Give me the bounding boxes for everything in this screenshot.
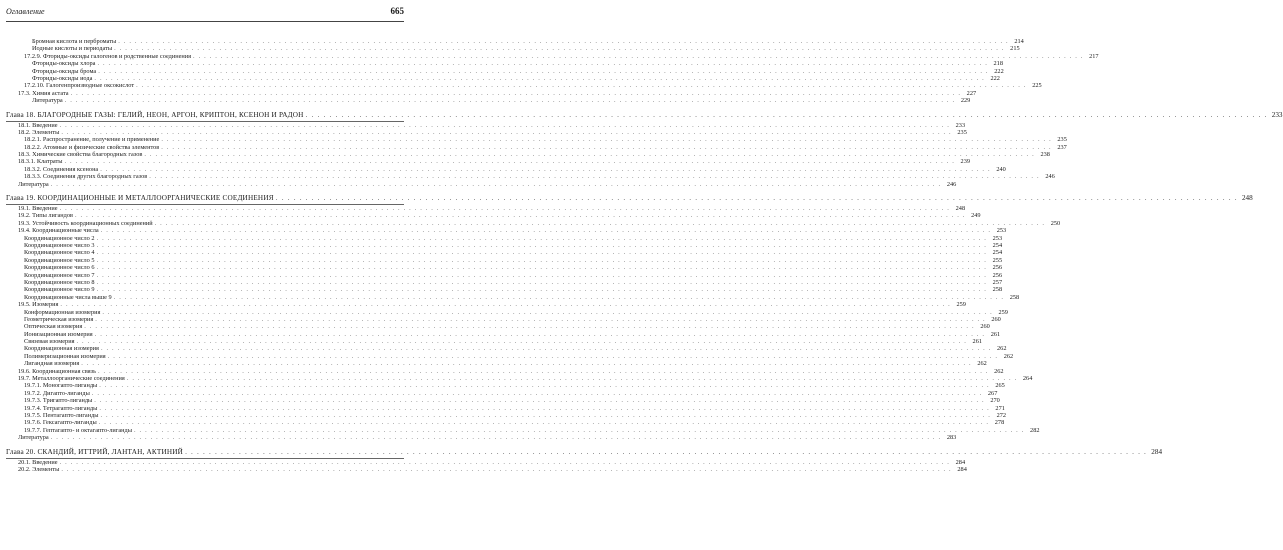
toc-entry [6, 52, 1099, 60]
toc-entry-page: 254 [992, 241, 1003, 249]
toc-entry-title: Глава 19. КООРДИНАЦИОННЫЕ И МЕТАЛЛООРГАНИЧЕСКИЕ СОЕДИНЕНИЯ [6, 194, 274, 203]
dot-leader [155, 220, 1046, 227]
toc-entry-title: Координационное число 6 [24, 264, 95, 272]
toc-entry-title: Полимеризационная изомерия [24, 352, 106, 360]
toc-entry-page: 253 [992, 234, 1003, 242]
toc-entry [6, 136, 1067, 144]
dot-leader [97, 272, 988, 279]
dot-leader [95, 316, 986, 323]
toc-entry-title: 19.2. Типы лигандов [18, 212, 73, 220]
toc-entry [6, 158, 970, 166]
toc-entry [6, 434, 957, 442]
toc-entry [6, 404, 1005, 412]
toc-entry-page: 262 [994, 367, 1004, 375]
toc-entry-title: 18.1. Введение [18, 121, 58, 129]
toc-entry-title: 17.2.10. Галогенпроизводные оксокислот [24, 82, 135, 90]
dot-leader [114, 45, 1005, 52]
dot-leader [161, 136, 1052, 143]
toc-entry-page: 235 [957, 128, 967, 136]
toc-entry-page: 214 [1014, 38, 1024, 45]
dot-leader [76, 338, 967, 345]
toc-entry-title: Фториды-оксиды брома [32, 67, 97, 75]
toc-entry-title: 19.7.7. Гептагапто- и октагапто-лиганды [24, 426, 132, 434]
dot-leader [84, 323, 975, 330]
toc-entry [6, 89, 977, 97]
toc-entry-page: 284 [1151, 447, 1163, 456]
toc-entry-title: Координационное число 4 [24, 249, 95, 257]
dot-leader [94, 75, 985, 82]
toc-entry-page: 255 [992, 256, 1003, 264]
header-section-title: Оглавление [6, 7, 45, 16]
dot-leader [185, 447, 1147, 457]
dot-leader [101, 345, 992, 352]
dot-leader [97, 249, 988, 256]
toc-entry-title: 18.3.2. Соединения ксенона [24, 165, 99, 173]
toc-entry-page: 249 [971, 212, 981, 220]
toc-entry [6, 151, 1050, 159]
toc-entry-title: 18.2.1. Распространение, получение и применение [24, 136, 160, 144]
toc-entry [6, 315, 1001, 323]
toc-entry [6, 411, 1007, 419]
toc-entry [6, 382, 1005, 390]
toc-entry-title: 18.3. Химические свойства благородных газов [18, 151, 143, 159]
toc-entry-page: 227 [966, 89, 977, 97]
dot-leader [61, 466, 952, 473]
toc-entry-title: Координационное число 7 [24, 271, 95, 279]
toc-entry-page: 233 [955, 121, 966, 129]
toc-entry-page: 258 [1009, 293, 1020, 301]
toc-entry-page: 267 [987, 389, 998, 397]
toc-entry-page: 260 [991, 315, 1001, 323]
toc-entry-page: 260 [980, 323, 990, 331]
toc-entry [6, 367, 1004, 375]
toc-entry [6, 301, 966, 309]
toc-entry [6, 338, 982, 346]
dot-leader [100, 166, 991, 173]
toc-entry-title: Координационное число 9 [24, 286, 95, 294]
toc-entry-page: 233 [1271, 110, 1283, 119]
toc-entry [6, 212, 981, 220]
toc-entry-page: 265 [995, 382, 1005, 390]
toc-entry-title: 19.3. Устойчивость координационных соединений [18, 219, 153, 227]
dot-leader [99, 405, 990, 412]
toc-entry-page: 262 [997, 345, 1007, 353]
toc-entry-title: 18.3.1. Клатраты [18, 158, 63, 166]
dot-leader [118, 38, 1009, 45]
toc-entry-title: Литература [18, 434, 49, 442]
dot-leader [97, 279, 988, 286]
toc-entry-page: 225 [1032, 82, 1042, 90]
toc-entry [6, 241, 1003, 249]
toc-entry [6, 375, 1033, 383]
toc-entry-title: Оптическая изомерия [24, 323, 83, 331]
dot-leader [97, 264, 988, 271]
toc-entry-page: 270 [990, 397, 1000, 405]
toc-entry-page: 264 [1022, 375, 1033, 383]
toc-entry [6, 234, 1003, 242]
toc-entry-page: 284 [955, 458, 966, 466]
toc-entry-title: Глава 18. БЛАГОРОДНЫЕ ГАЗЫ: ГЕЛИЙ, НЕОН, АРГОН, КРИПТОН, КСЕНОН И РАДОН [6, 110, 304, 119]
toc-entry-title: 19.5. Изомерия [18, 301, 59, 309]
toc-entry-title: Координационное число 3 [24, 241, 95, 249]
toc-entry [6, 97, 971, 105]
dot-leader [51, 181, 942, 188]
toc-entry [6, 143, 1067, 151]
toc-entry [6, 389, 998, 397]
dot-leader [97, 242, 988, 249]
toc-entry-page: 215 [1010, 45, 1020, 53]
toc-entry-title: 19.7.5. Пентагапто-лиганды [24, 411, 99, 419]
dot-leader [97, 257, 988, 264]
toc-entry-page: 238 [1040, 151, 1050, 159]
toc-entry [6, 60, 1003, 68]
dot-leader [108, 353, 999, 360]
toc-entry-title: Координационная изомерия [24, 345, 99, 353]
dot-leader [193, 53, 1084, 60]
toc-entry [6, 352, 1014, 360]
toc-entry-page: 240 [996, 165, 1006, 173]
toc-entry-title: Фториды-оксиды хлора [32, 60, 96, 68]
toc-entry-page: 253 [996, 227, 1007, 235]
toc-entry [6, 227, 1007, 235]
toc-entry-page: 248 [955, 205, 966, 213]
toc-entry-title: Координационное число 5 [24, 256, 95, 264]
toc-entry-title: Связевая изомерия [24, 338, 75, 346]
toc-entry-title: 18.3.3. Соединения других благородных газов [24, 173, 148, 181]
toc-entry-title: Литература [32, 97, 63, 105]
dot-leader [134, 427, 1025, 434]
toc-entry-title: Координационные числа выше 9 [24, 293, 112, 301]
dot-leader [95, 331, 986, 338]
dot-leader [161, 144, 1052, 151]
toc-entry [6, 264, 1003, 272]
toc-entry-title: 19.7.6. Гексагапто-лиганды [24, 419, 97, 427]
toc-entry-page: 283 [946, 434, 957, 442]
toc-entry [6, 323, 990, 331]
toc-entry-title: Геометрическая изомерия [24, 315, 94, 323]
toc-entry [6, 38, 1024, 45]
toc-entry-title: Литература [18, 180, 49, 188]
dot-leader [64, 158, 955, 165]
toc-entry-title: Конформационная изомерия [24, 308, 101, 316]
toc-entry-title: 19.7.1. Моногапто-лиганды [24, 382, 98, 390]
toc-entry-title: Координационное число 8 [24, 278, 95, 286]
toc-entry [6, 74, 1000, 82]
dot-leader [114, 294, 1005, 301]
toc-entry-page: 284 [957, 465, 967, 473]
dot-leader [75, 212, 966, 219]
toc-entry-page: 239 [960, 158, 970, 166]
toc-entry-page: 237 [1057, 143, 1067, 151]
dot-leader [99, 382, 990, 389]
toc-entry [6, 271, 1003, 279]
toc-entry-title: 18.2. Элементы [18, 128, 60, 136]
toc-entry-page: 262 [1003, 352, 1014, 360]
dot-leader [306, 110, 1268, 120]
toc-entry [6, 173, 1055, 181]
toc-entry [6, 205, 966, 213]
toc-entry-title: 19.6. Координационная связь [18, 367, 96, 375]
toc-entry [6, 419, 1005, 427]
toc-entry-page: 259 [998, 308, 1008, 316]
toc-entry-title: 17.3. Химия астата [18, 89, 69, 97]
toc-entry [6, 426, 1040, 434]
toc-entry [6, 278, 1003, 286]
toc-entry-title: Фториды-оксиды иода [32, 74, 93, 82]
toc-entry-page: 246 [1045, 173, 1055, 181]
toc-entry [6, 345, 1007, 353]
toc-entry-page: 246 [946, 180, 957, 188]
toc-entry [6, 82, 1042, 90]
toc-chapter-heading [6, 193, 1253, 205]
dot-leader [276, 193, 1238, 203]
toc-entry [6, 256, 1003, 264]
dot-leader [97, 60, 988, 67]
dot-leader [61, 129, 952, 136]
dot-leader [136, 82, 1027, 89]
dot-leader [65, 97, 956, 104]
toc-entry-title: 19.7. Металлоорганические соединения [18, 375, 125, 383]
running-header [6, 5, 404, 22]
toc-entry-title: Ионизационная изомерия [24, 330, 93, 338]
toc-entry-title: 19.1. Введение [18, 205, 58, 213]
dot-leader [98, 68, 989, 75]
dot-leader [98, 368, 989, 375]
toc-entry [6, 128, 967, 136]
dot-leader [97, 235, 988, 242]
toc-entry-title: Бромная кислота и перброматы [32, 38, 117, 45]
toc-entry [6, 293, 1020, 301]
toc-entry-title: 17.2.9. Фториды-оксиды галогенов и родственные соединения [24, 52, 192, 60]
toc-entry [6, 249, 1003, 257]
toc-entry [6, 465, 967, 473]
dot-leader [127, 375, 1018, 382]
dot-leader [101, 227, 992, 234]
toc-entry-page: 217 [1089, 52, 1099, 60]
toc-entry-title: Лигандная изомерия [24, 360, 80, 368]
toc-entry-page: 254 [992, 249, 1003, 257]
toc-entry-title: 19.7.3. Тригапто-лиганды [24, 397, 93, 405]
toc-entry-page: 278 [994, 419, 1005, 427]
dot-leader [81, 360, 972, 367]
dot-leader [94, 397, 985, 404]
toc-entry [6, 397, 1000, 405]
toc-entry-page: 272 [996, 411, 1007, 419]
toc-entry [6, 458, 966, 466]
dot-leader [149, 173, 1040, 180]
dot-leader [60, 122, 951, 129]
toc-entry [6, 308, 1008, 316]
dot-leader [51, 434, 942, 441]
toc-entry-page: 256 [992, 264, 1003, 272]
toc-entry-page: 248 [1241, 194, 1253, 203]
dot-leader [102, 309, 993, 316]
toc-entry-page: 257 [992, 278, 1003, 286]
toc-entry [6, 67, 1004, 75]
toc-entry-title: 19.4. Координационные числа [18, 227, 99, 235]
toc-entry-page: 261 [972, 338, 982, 346]
toc-entry [6, 360, 987, 368]
toc-entry-title: Координационное число 2 [24, 234, 95, 242]
dot-leader [60, 301, 951, 308]
toc-chapter-heading [6, 447, 1163, 459]
toc-entry [6, 180, 957, 188]
toc-entry-page: 262 [977, 360, 987, 368]
table-of-contents [6, 38, 1283, 473]
page-number: 665 [390, 6, 404, 16]
toc-chapter-heading [6, 110, 1283, 122]
toc-entry-title: 20.1. Введение [18, 458, 58, 466]
toc-entry-page: 222 [994, 67, 1004, 75]
toc-entry-page: 259 [956, 301, 966, 309]
toc-entry-title: Глава 20. СКАНДИЙ, ИТТРИЙ, ЛАНТАН, АКТИНИЙ [6, 447, 184, 456]
toc-entry-title: 19.7.4. Тетрагапто-лиганды [24, 404, 98, 412]
toc-entry [6, 165, 1006, 173]
toc-entry-page: 235 [1057, 136, 1067, 144]
dot-leader [71, 90, 962, 97]
toc-entry-page: 218 [993, 60, 1003, 68]
toc-entry-page: 258 [992, 286, 1003, 294]
dot-leader [60, 459, 951, 466]
toc-entry-title: 19.7.2. Дигапто-лиганды [24, 389, 90, 397]
dot-leader [99, 419, 990, 426]
toc-entry [6, 45, 1020, 53]
toc-entry [6, 121, 966, 129]
toc-entry-page: 271 [995, 404, 1005, 412]
toc-entry-title: 18.2.2. Атомные и физические свойства элементов [24, 143, 160, 151]
dot-leader [144, 151, 1035, 158]
dot-leader [92, 390, 983, 397]
dot-leader [60, 205, 951, 212]
toc-entry [6, 286, 1003, 294]
toc-entry [6, 330, 1001, 338]
toc-entry-page: 261 [990, 330, 1001, 338]
toc-entry-page: 256 [992, 271, 1003, 279]
toc-entry-page: 250 [1050, 219, 1061, 227]
toc-entry [6, 219, 1061, 227]
toc-entry-page: 282 [1030, 426, 1040, 434]
dot-leader [101, 412, 992, 419]
toc-entry-title: 20.2. Элементы [18, 465, 60, 473]
dot-leader [97, 286, 988, 293]
toc-entry-page: 229 [960, 97, 971, 105]
toc-entry-page: 222 [990, 74, 1000, 82]
toc-entry-title: Иодные кислоты и периодаты [32, 45, 113, 53]
